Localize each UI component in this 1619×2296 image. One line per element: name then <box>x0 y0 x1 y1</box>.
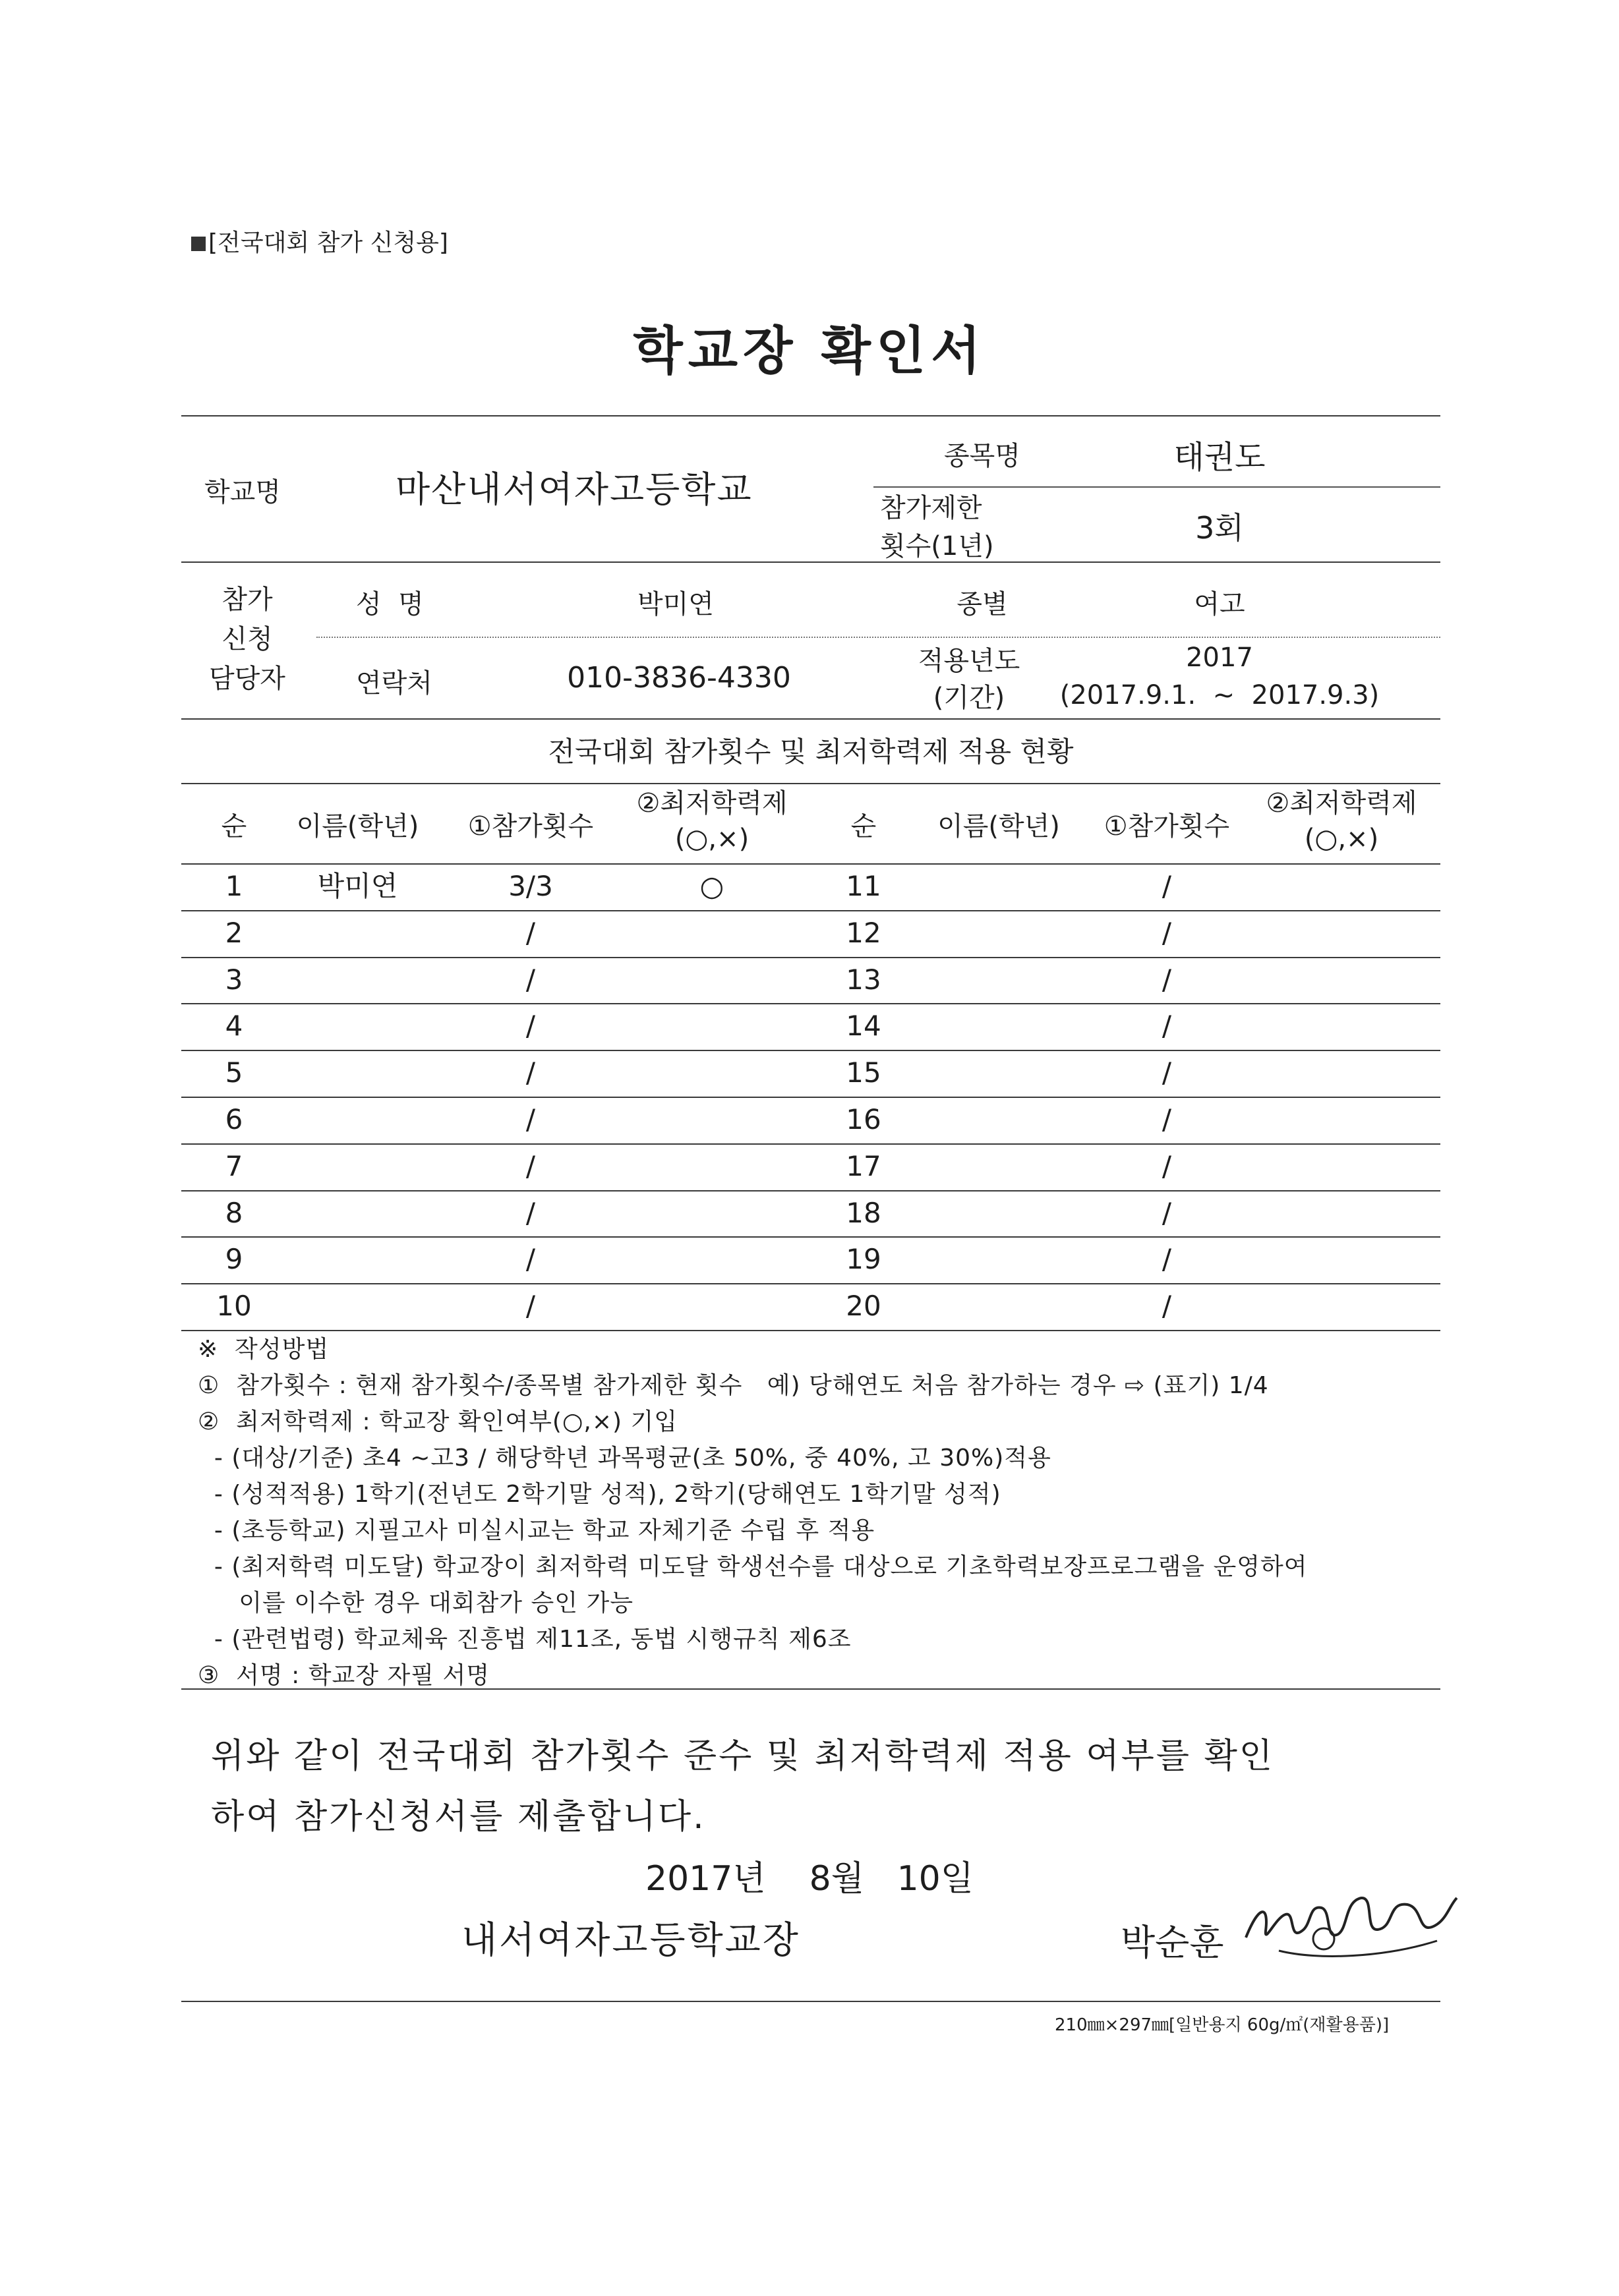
row-count: / <box>525 1103 536 1135</box>
name-label: 성 명 <box>356 589 424 619</box>
row-order-2: 19 <box>846 1243 881 1276</box>
instruction-line: - (성적적용) 1학기(전년도 2학기말 성적), 2학기(당해연도 1학기말 성적) <box>198 1481 1001 1508</box>
contact-label: 연락처 <box>356 668 432 699</box>
divider <box>181 1688 1440 1690</box>
paper-spec: 210㎜×297㎜[일반용지 60g/㎡(재활용품)] <box>1055 2015 1390 2035</box>
contact-value: 010-3836-4330 <box>567 661 791 695</box>
row-order: 5 <box>225 1056 243 1089</box>
row-count-2: / <box>1162 870 1172 902</box>
divider <box>316 637 1440 638</box>
row-min-grade: ○ <box>699 870 724 902</box>
row-order: 3 <box>225 963 243 996</box>
row-count-2: / <box>1162 916 1172 949</box>
row-order: 8 <box>225 1196 243 1229</box>
row-name: 박미연 <box>317 870 398 902</box>
row-count: / <box>525 963 536 996</box>
instruction-line: 이를 이수한 경우 대회참가 승인 가능 <box>198 1590 634 1617</box>
row-count-2: / <box>1162 1290 1172 1323</box>
page-title: 학교장 확인서 <box>633 322 986 381</box>
year-value: 2017 <box>1186 643 1253 673</box>
row-count-2: / <box>1162 1010 1172 1043</box>
instruction-line: ② 최저학력제 : 학교장 확인여부(○,×) 기입 <box>198 1408 678 1435</box>
row-order-2: 12 <box>846 916 881 949</box>
row-order-2: 18 <box>846 1196 881 1229</box>
instruction-line: - (대상/기준) 초4 ~고3 / 해당학년 과목평균(초 50%, 중 40%, 고 30%)적용 <box>198 1445 1051 1472</box>
row-order: 10 <box>216 1290 252 1323</box>
row-count: / <box>525 1149 536 1182</box>
declaration-line-2: 하여 참가신청서를 제출합니다. <box>211 1797 706 1837</box>
row-order: 9 <box>225 1243 243 1276</box>
row-count-2: / <box>1162 1196 1172 1229</box>
gender-label: 종별 <box>957 589 1008 619</box>
row-count: / <box>525 916 536 949</box>
col-min-grade: ②최저학력제 (○,×) <box>636 788 788 854</box>
instruction-line: ③ 서명 : 학교장 자필 서명 <box>198 1662 490 1689</box>
instruction-line: - (최저학력 미도달) 학교장이 최저학력 미도달 학생선수를 대상으로 기초학력보장프로그램을 운영하여 <box>198 1553 1308 1580</box>
divider <box>873 486 1440 488</box>
col-order-2: 순 <box>850 811 877 842</box>
row-order-2: 13 <box>846 963 881 996</box>
divider <box>181 561 1440 563</box>
row-order: 1 <box>225 870 243 902</box>
school-label: 학교명 <box>204 477 281 507</box>
limit-value: 3회 <box>1195 510 1244 546</box>
form-category-tag: [전국대회 참가 신청용] <box>191 224 448 258</box>
submission-date: 2017년 8월 10일 <box>645 1859 974 1899</box>
principal-name: 박순훈 <box>1121 1922 1224 1963</box>
row-count: / <box>525 1196 536 1229</box>
table-row-divider <box>181 1330 1440 1331</box>
col-count: ①참가횟수 <box>467 811 594 842</box>
row-order-2: 16 <box>846 1103 881 1135</box>
row-count-2: / <box>1162 963 1172 996</box>
row-order: 4 <box>225 1010 243 1043</box>
limit-label: 참가제한 횟수(1년) <box>880 493 994 561</box>
row-order-2: 15 <box>846 1056 881 1089</box>
row-order: 2 <box>225 916 243 949</box>
row-count-2: / <box>1162 1243 1172 1276</box>
row-count-2: / <box>1162 1149 1172 1182</box>
instruction-line: ① 참가횟수 : 현재 참가횟수/종목별 참가제한 횟수 예) 당해연도 처음 참가하는 경우 ⇨ (표기) 1/4 <box>198 1372 1269 1399</box>
divider <box>181 415 1440 416</box>
row-order-2: 11 <box>846 870 881 902</box>
divider <box>181 2001 1440 2002</box>
row-order-2: 14 <box>846 1010 881 1043</box>
divider <box>181 718 1440 720</box>
row-count: 3/3 <box>508 870 553 902</box>
row-count-2: / <box>1162 1056 1172 1089</box>
col-order: 순 <box>221 811 247 842</box>
row-count: / <box>525 1010 536 1043</box>
period-value: (2017.9.1. ~ 2017.9.3) <box>1059 680 1380 710</box>
row-order: 6 <box>225 1103 243 1135</box>
handwritten-signature <box>1239 1878 1463 1970</box>
instruction-line: - (관련법령) 학교체육 진흥법 제11조, 동법 시행규칙 제6조 <box>198 1626 852 1653</box>
sport-value: 태권도 <box>1173 439 1266 476</box>
col-min-grade-2: ②최저학력제 (○,×) <box>1266 788 1417 854</box>
row-order-2: 17 <box>846 1149 881 1182</box>
principal-title: 내서여자고등학교장 <box>461 1919 800 1962</box>
year-label: 적용년도 (기간) <box>918 646 1020 713</box>
row-count: / <box>525 1243 536 1276</box>
row-count-2: / <box>1162 1103 1172 1135</box>
row-count: / <box>525 1290 536 1323</box>
col-count-2: ①참가횟수 <box>1104 811 1230 842</box>
col-name-2: 이름(학년) <box>937 811 1060 842</box>
row-count: / <box>525 1056 536 1089</box>
square-bullet-icon <box>191 237 206 251</box>
col-name: 이름(학년) <box>296 811 419 842</box>
instruction-line: - (초등학교) 지필고사 미실시교는 학교 자체기준 수립 후 적용 <box>198 1517 875 1544</box>
status-heading: 전국대회 참가횟수 및 최저학력제 적용 현황 <box>548 735 1074 768</box>
declaration-line-1: 위와 같이 전국대회 참가횟수 준수 및 최저학력제 적용 여부를 확인 <box>211 1736 1275 1776</box>
applicant-label: 참가 신청 담당자 <box>209 585 285 694</box>
row-order-2: 20 <box>846 1290 881 1323</box>
sport-label: 종목명 <box>944 441 1020 471</box>
school-name: 마산내서여자고등학교 <box>396 469 753 510</box>
gender-value: 여고 <box>1194 589 1245 619</box>
row-order: 7 <box>225 1149 243 1182</box>
divider <box>181 783 1440 784</box>
applicant-name: 박미연 <box>637 589 714 619</box>
instruction-line: ※ 작성방법 <box>198 1336 330 1363</box>
